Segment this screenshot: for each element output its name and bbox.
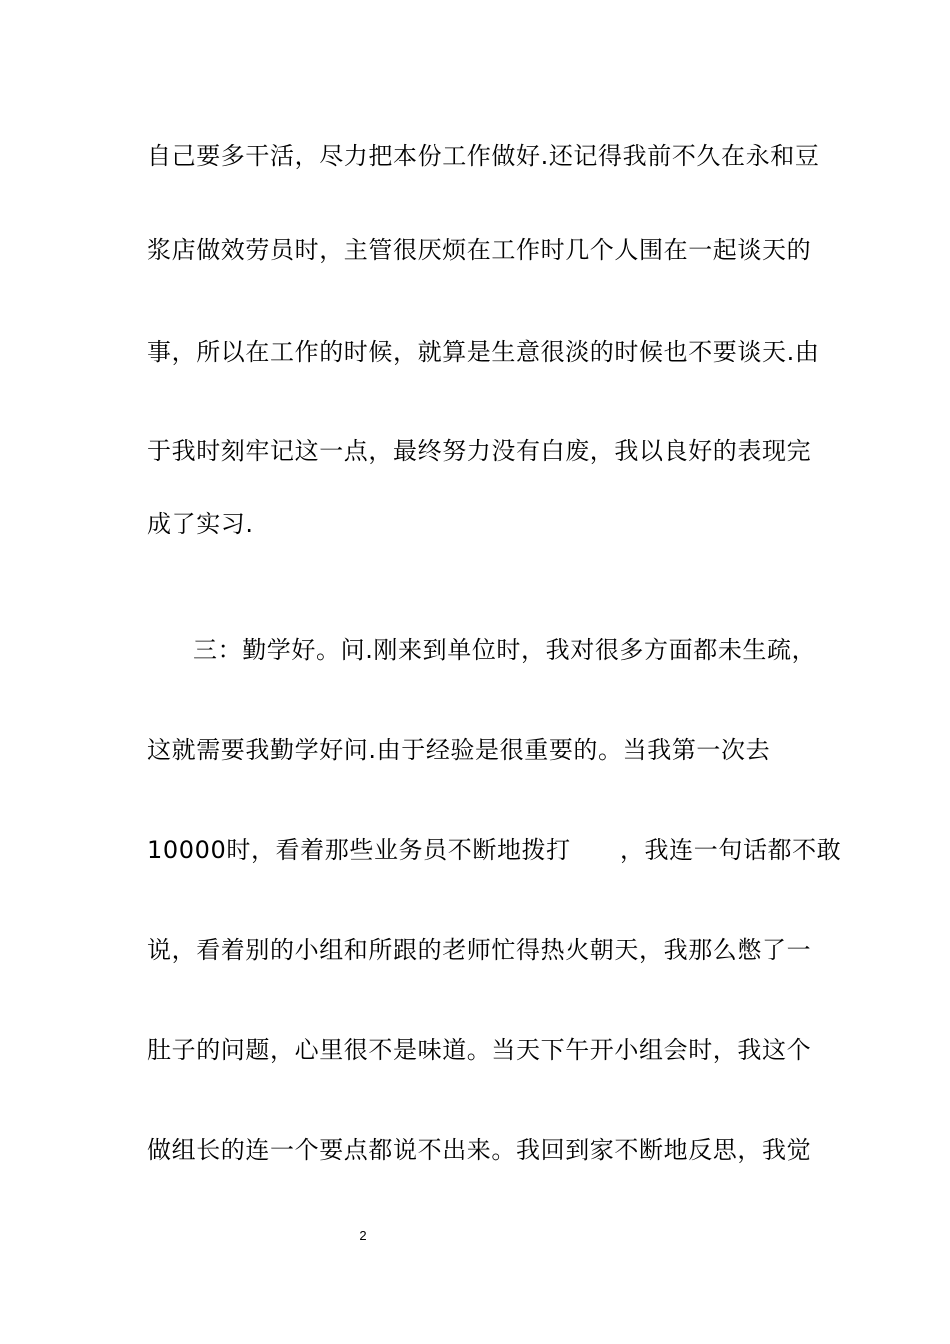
text-line: 成了实习.	[147, 510, 254, 538]
page-number: 2	[359, 1228, 367, 1243]
text-line: 肚子的问题，心里很不是味道。当天下午开小组会时，我这个	[147, 1036, 812, 1064]
text-line: 于我时刻牢记这一点，最终努力没有白废，我以良好的表现完	[147, 437, 812, 465]
text-line: 说，看着别的小组和所跟的老师忙得热火朝天，我那么憋了一	[147, 936, 812, 964]
text-line: 自己要多干活，尽力把本份工作做好.还记得我前不久在永和豆	[147, 142, 820, 170]
text-line: 事，所以在工作的时候，就算是生意很淡的时候也不要谈天.由	[147, 338, 820, 366]
text-line: 这就需要我勤学好问.由于经验是很重要的。当我第一次去	[147, 736, 771, 764]
paragraph-start-line: 三：勤学好。问.刚来到单位时，我对很多方面都未生疏，	[193, 636, 817, 664]
text-line: 做组长的连一个要点都说不出来。我回到家不断地反思，我觉	[147, 1136, 812, 1164]
text-line: 10000时，看着那些业务员不断地拨打 ，我连一句话都不敢	[147, 836, 842, 864]
text-line: 浆店做效劳员时，主管很厌烦在工作时几个人围在一起谈天的	[147, 236, 812, 264]
